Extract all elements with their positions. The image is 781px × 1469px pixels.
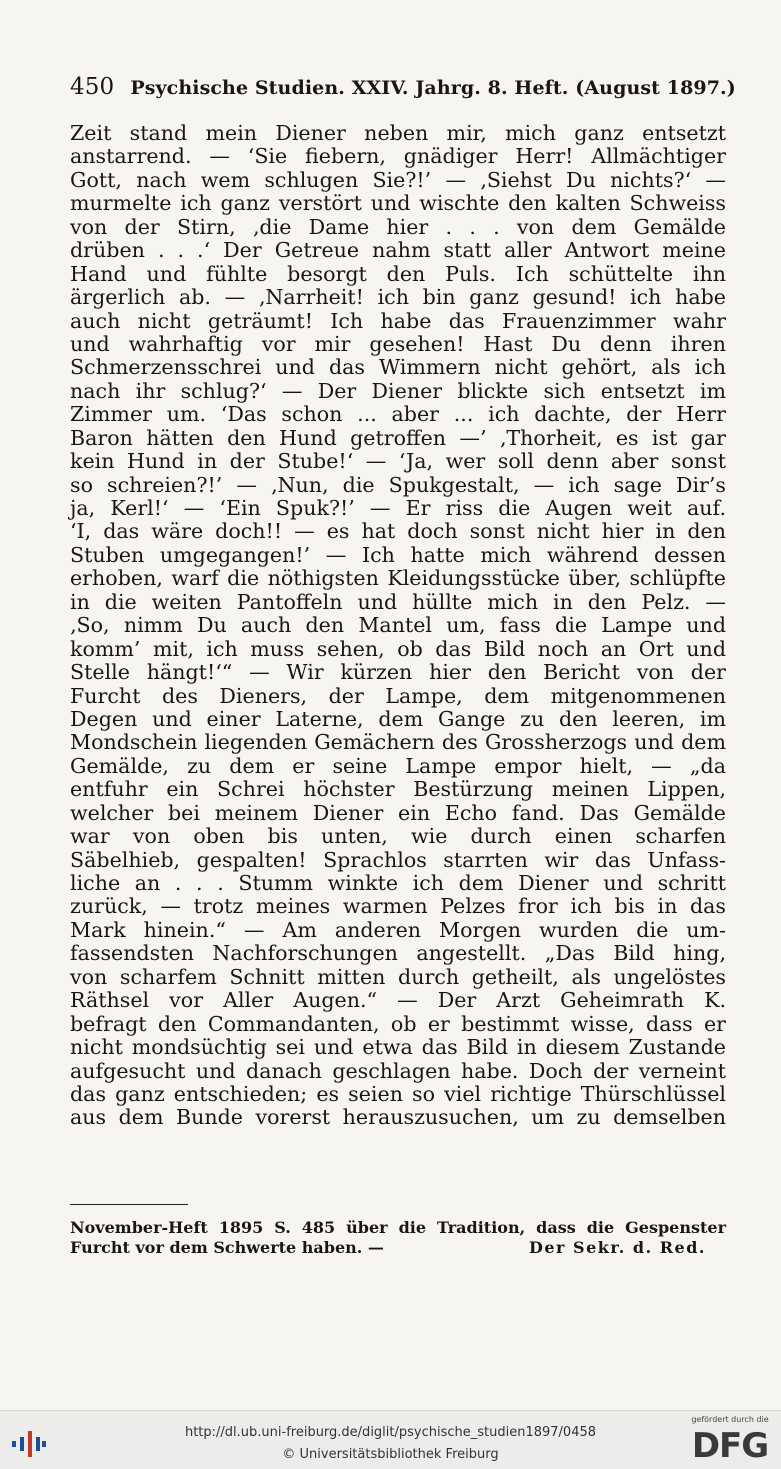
dfg-logo (689, 1415, 771, 1467)
text-line: Mark hinein.“ — Am anderen Morgen wurden die um- (70, 917, 726, 942)
text-line: erhoben, warf die nöthigsten Kleidungsstücke über, schlüpfte (70, 566, 726, 591)
footnote-rule (70, 1204, 188, 1205)
text-line: Mondschein liegenden Gemächern des Grossherzogs und dem (70, 730, 726, 755)
text-line: drüben . . .‘ Der Getreue nahm statt aller Antwort meine (70, 238, 726, 263)
text-line: in die weiten Pantoffeln und hüllte mich in den Pelz. — (70, 589, 726, 614)
text-line: ‘I, das wäre doch!! — es hat doch sonst nicht hier in den (70, 519, 726, 544)
viewer-footer (0, 1410, 781, 1469)
footnote-line: November-Heft 1895 S. 485 über die Tradition, dass die Gespenster (70, 1218, 726, 1237)
text-line: ärgerlich ab. — ‚Narrheit! ich bin ganz gesund! ich habe (70, 285, 726, 310)
running-header (70, 74, 736, 100)
text-line: Furcht des Dieners, der Lampe, dem mitgenommenen (70, 683, 726, 708)
text-line: Schmerzensschrei und das Wimmern nicht gehört, als ich (70, 355, 726, 380)
text-line: komm’ mit, ich muss sehen, ob das Bild noch an Ort und (70, 636, 726, 661)
text-line: Gemälde, zu dem er seine Lampe empor hielt, — „da (70, 753, 726, 778)
text-line: aufgesucht und danach geschlagen habe. Doch der verneint (70, 1058, 726, 1083)
text-line: fassendsten Nachforschungen angestellt. „Das Bild hing, (70, 941, 726, 966)
footnote-signature: Der Sekr. d. Red. (528, 1238, 706, 1257)
text-line: befragt den Commandanten, ob er bestimmt wisse, dass er (70, 1011, 726, 1036)
text-line: nach ihr schlug?‘ — Der Diener blickte sich entsetzt im (70, 378, 726, 403)
text-line: anstarrend. — ‘Sie fiebern, gnädiger Herr! Allmächtiger (70, 144, 726, 169)
dfg-caption: gefördert durch die (691, 1415, 769, 1424)
text-line: Hand und fühlte besorgt den Puls. Ich schüttelte ihn (70, 261, 726, 286)
text-line: Säbelhieb, gespalten! Sprachlos starrten wir das Unfass- (70, 847, 726, 872)
text-line: liche an . . . Stumm winkte ich dem Diener und schritt (70, 871, 726, 895)
page-number: 450 (70, 74, 115, 100)
text-line: zurück, — trotz meines warmen Pelzes fror ich bis in das (70, 894, 726, 919)
text-line: nicht mondsüchtig sei und etwa das Bild in diesem Zustande (70, 1035, 726, 1060)
text-line: welcher bei meinem Diener ein Echo fand. Das Gemälde (70, 800, 726, 825)
text-line: murmelte ich ganz verstört und wischte den kalten Schweiss (70, 191, 726, 216)
text-line: Zimmer um. ‘Das schon ... aber ... ich dachte, der Herr (70, 402, 726, 427)
text-line: das ganz entschieden; es seien so viel richtige Thürschlüssel (70, 1081, 726, 1106)
footnote-line-text: Furcht vor dem Schwerte haben. — (70, 1238, 384, 1257)
footnote (70, 1218, 726, 1258)
text-line: ja, Kerl!‘ — ‘Ein Spuk?!’ — Er riss die Augen weit auf. (70, 496, 726, 520)
text-line: kein Hund in der Stube!‘ — ‘Ja, wer soll denn aber sonst (70, 449, 726, 474)
body-text (70, 122, 726, 1130)
text-line: Baron hätten den Hund getroffen —’ ‚Thorheit, es ist gar (70, 425, 726, 450)
copyright-notice: © Universitätsbibliothek Freiburg (282, 1447, 499, 1462)
text-line: von scharfem Schnitt mitten durch getheilt, als ungelöstes (70, 964, 726, 989)
text-line: Stuben umgegangen!’ — Ich hatte mich während dessen (70, 542, 726, 567)
text-line: Degen und einer Laterne, dem Gange zu den leeren, im (70, 706, 726, 731)
footnote-line (70, 1238, 726, 1258)
source-url-link[interactable]: http://dl.ub.uni-freiburg.de/diglit/psychische_studien1897/0458 (184, 1425, 597, 1440)
dfg-wordmark: DFG (691, 1426, 769, 1466)
text-line: Zeit stand mein Diener neben mir, mich ganz entsetzt (70, 121, 726, 145)
text-line: Räthsel vor Aller Augen.“ — Der Arzt Geheimrath K. (70, 988, 726, 1013)
header-title: Psychische Studien. XXIV. Jahrg. 8. Heft. (August 1897.) (130, 77, 736, 99)
text-line: aus dem Bunde vorerst herauszusuchen, um zu demselben (70, 1105, 726, 1130)
text-line: auch nicht geträumt! Ich habe das Frauenzimmer wahr (70, 308, 726, 333)
text-line: ‚So, nimm Du auch den Mantel um, fass die Lampe und (70, 613, 726, 638)
text-line: und wahrhaftig vor mir gesehen! Hast Du denn ihren (70, 331, 726, 356)
text-line: Stelle hängt!‘“ — Wir kürzen hier den Bericht von der (70, 660, 726, 685)
text-line: Gott, nach wem schlugen Sie?!’ — ‚Siehst Du nichts?‘ — (70, 167, 726, 192)
text-line: war von oben bis unten, wie durch einen scharfen (70, 824, 726, 849)
text-line: so schreien?!’ — ‚Nun, die Spukgestalt, — ich sage Dir’s (70, 472, 726, 497)
text-line: von der Stirn, ‚die Dame hier . . . von dem Gemälde (70, 214, 726, 239)
text-line: entfuhr ein Schrei höchster Bestürzung meinen Lippen, (70, 777, 726, 802)
